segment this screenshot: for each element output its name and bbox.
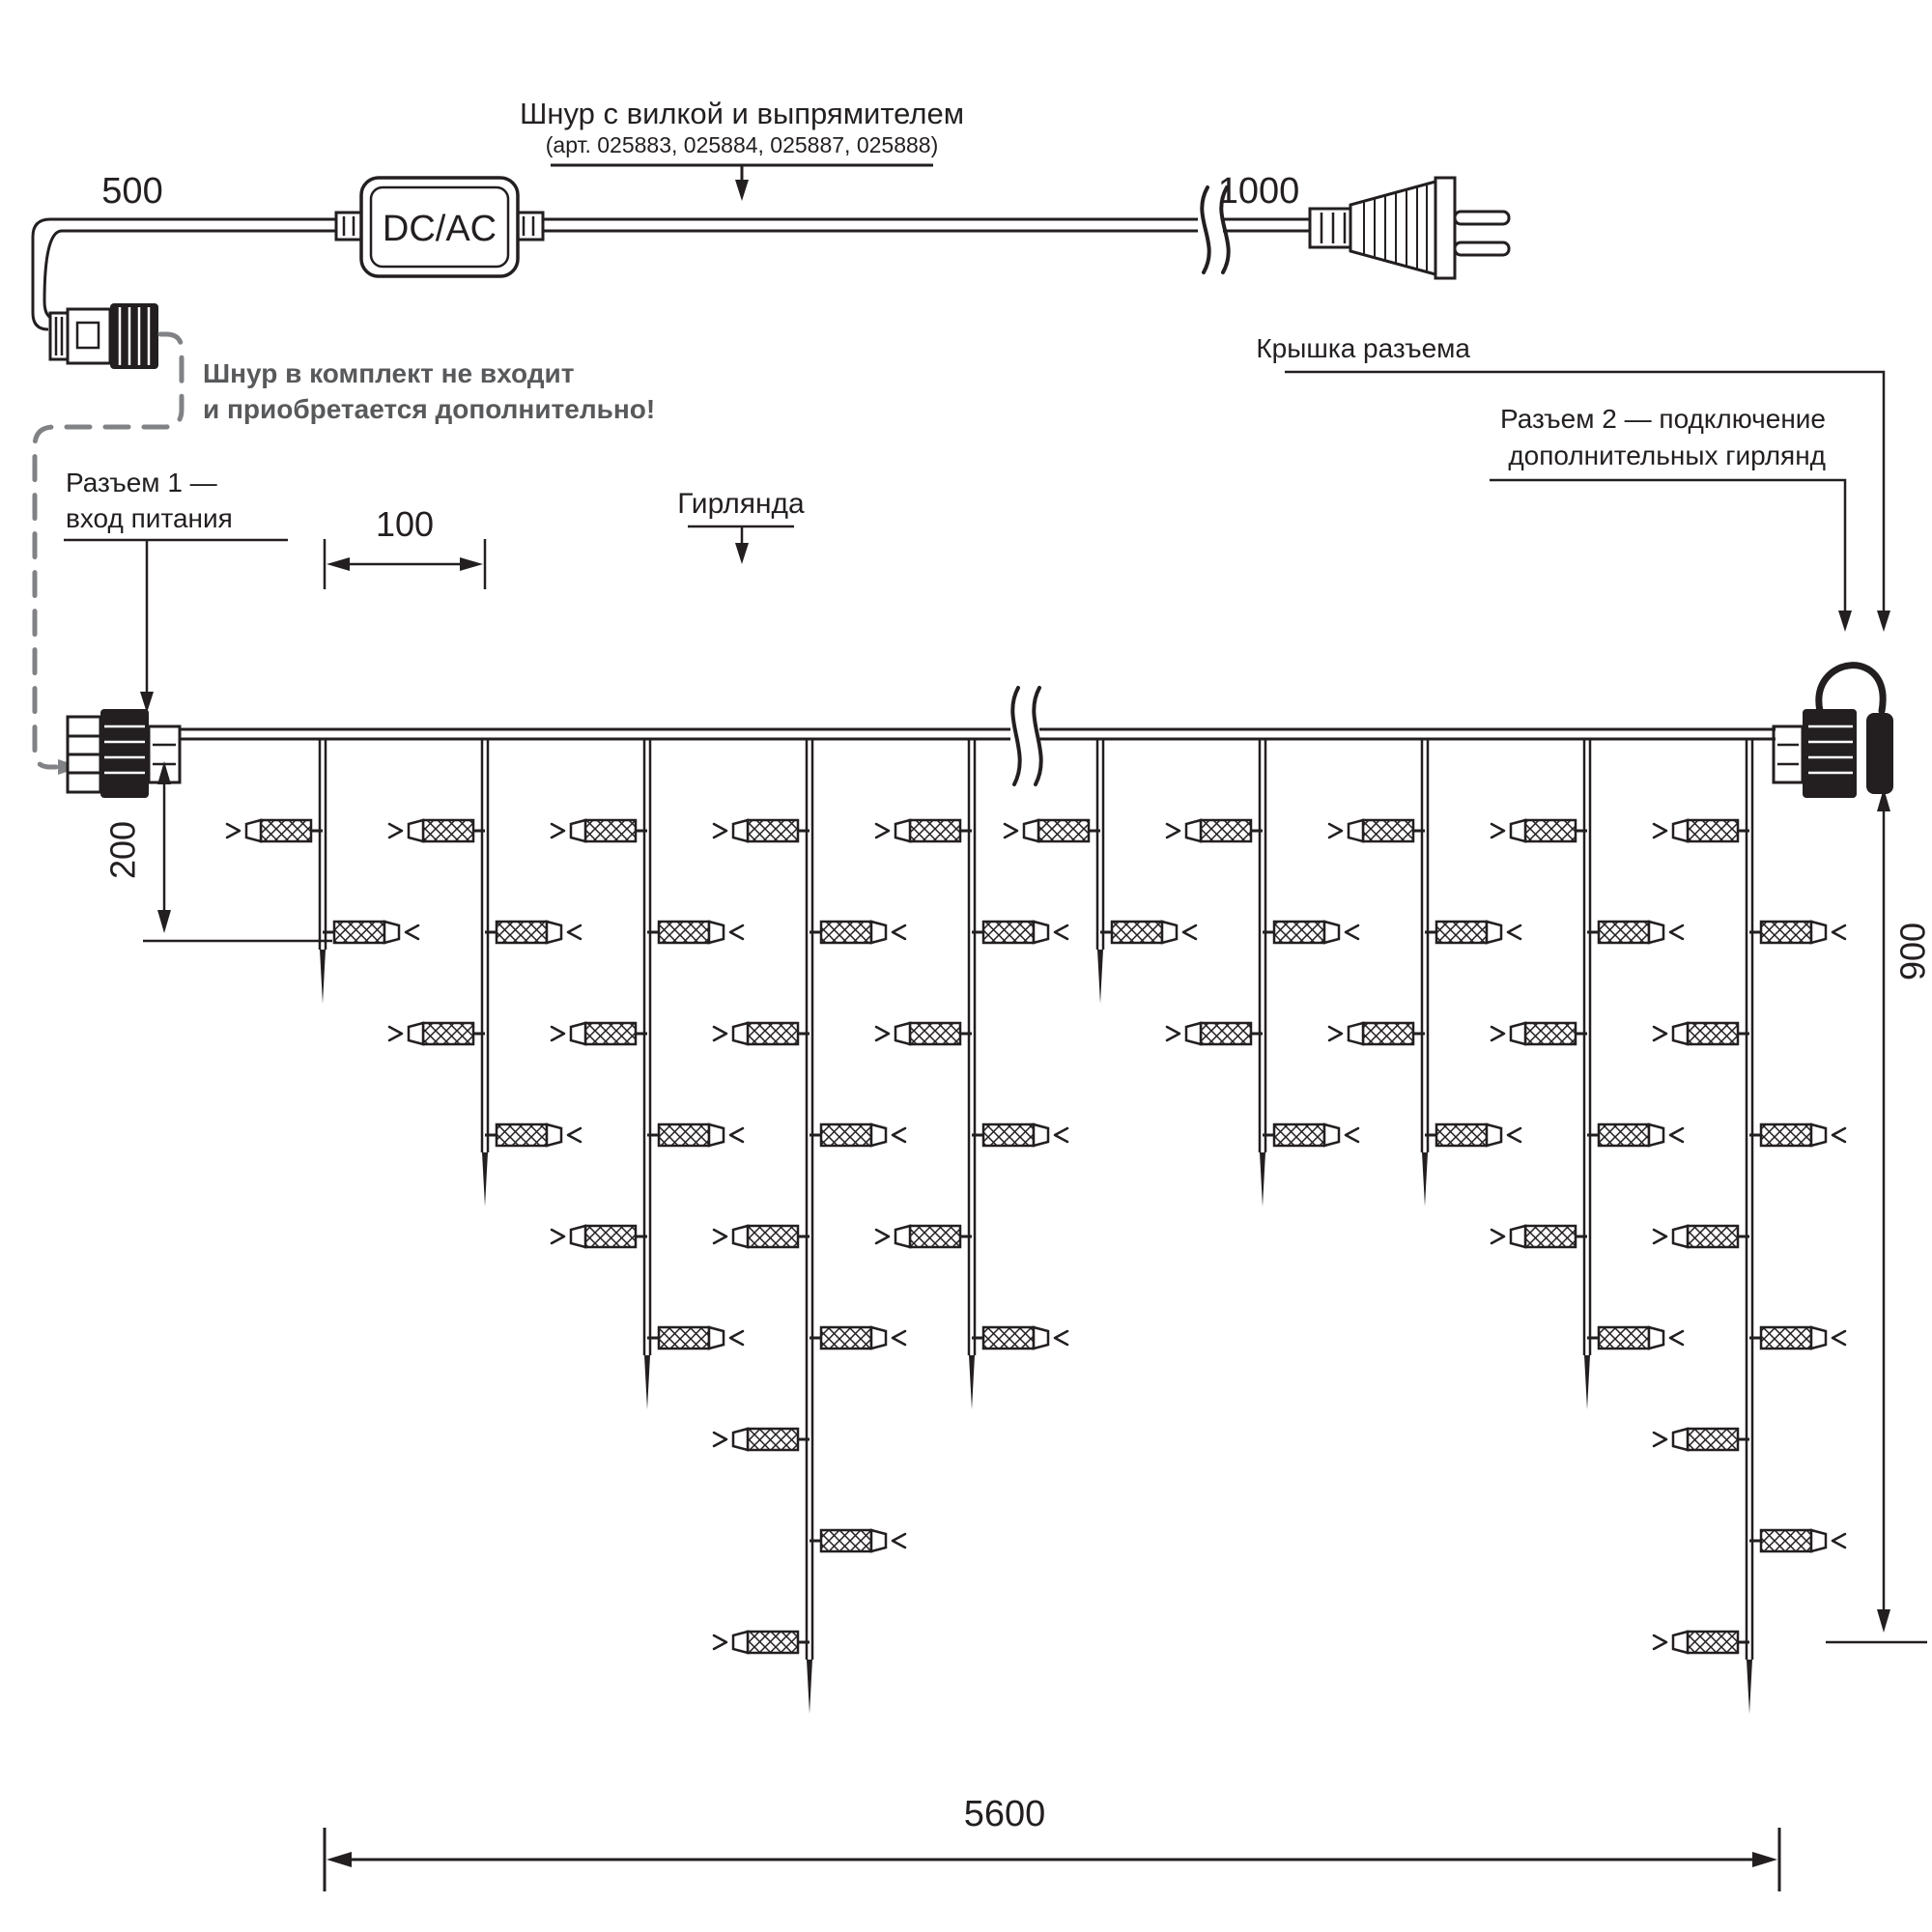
light-direction-chevron-icon <box>1670 1331 1683 1345</box>
light-direction-chevron-icon <box>227 824 240 838</box>
connector1-label-line2: вход питания <box>66 503 233 533</box>
light-direction-chevron-icon <box>876 1027 889 1040</box>
led-bulb-icon <box>659 922 709 943</box>
bulb-cap <box>1487 1124 1501 1146</box>
connector-cap-label: Крышка разъема <box>1256 333 1470 363</box>
bulb-cap <box>1511 820 1525 841</box>
garland-arrow-icon <box>735 543 749 564</box>
garland-end-connector <box>1774 666 1893 798</box>
led-bulb-icon <box>821 1124 871 1146</box>
bulb-cap <box>246 820 261 841</box>
light-direction-chevron-icon <box>1167 824 1179 838</box>
bulb-cap <box>571 820 585 841</box>
led-bulb-icon <box>659 1124 709 1146</box>
led-bulb-icon <box>1688 820 1738 841</box>
led-bulb-icon <box>910 820 960 841</box>
bulb-cap <box>871 1530 886 1551</box>
light-direction-chevron-icon <box>1492 1027 1504 1040</box>
bulb-cap <box>1649 1327 1663 1349</box>
led-bulb-icon <box>1525 820 1576 841</box>
callout-connector2 <box>1490 404 1852 632</box>
bulb-cap <box>571 1226 585 1247</box>
bulb-cap <box>733 1429 748 1450</box>
light-direction-chevron-icon <box>406 925 418 939</box>
led-bulb-icon <box>585 1023 636 1044</box>
bulb-cap <box>571 1023 585 1044</box>
light-direction-chevron-icon <box>714 824 726 838</box>
drop-wire-tip <box>320 950 326 1004</box>
cord-not-included-note-line1: Шнур в комплект не входит <box>203 358 575 388</box>
light-direction-chevron-icon <box>552 1230 564 1243</box>
light-direction-chevron-icon <box>552 824 564 838</box>
dc-ac-rectifier-box <box>336 178 543 276</box>
light-direction-chevron-icon <box>1329 824 1342 838</box>
mains-plug <box>1310 178 1509 278</box>
power-cord-output-connector <box>50 303 158 369</box>
light-direction-chevron-icon <box>1654 1027 1666 1040</box>
bulb-cap <box>871 922 886 943</box>
drop-wire-tip <box>969 1355 975 1409</box>
bulb-cap <box>895 1226 910 1247</box>
light-direction-chevron-icon <box>893 1128 905 1142</box>
led-bulb-icon <box>1525 1023 1576 1044</box>
led-bulb-icon <box>423 1023 473 1044</box>
light-direction-chevron-icon <box>1670 1128 1683 1142</box>
light-direction-chevron-icon <box>1670 925 1683 939</box>
connector2-arrow-icon <box>1838 611 1852 632</box>
light-direction-chevron-icon <box>1346 925 1358 939</box>
light-direction-chevron-icon <box>389 824 402 838</box>
light-direction-chevron-icon <box>1833 1331 1845 1345</box>
drop-wire-tip <box>1422 1152 1428 1207</box>
light-direction-chevron-icon <box>730 1331 743 1345</box>
dim-100 <box>325 504 485 589</box>
led-bulb-icon <box>821 1530 871 1551</box>
bulb-cap <box>1649 1124 1663 1146</box>
bulb-cap <box>709 1327 724 1349</box>
led-bulb-icon <box>983 1124 1034 1146</box>
led-bulb-icon <box>585 820 636 841</box>
led-bulb-icon <box>1112 922 1162 943</box>
led-bulb-icon <box>748 1429 798 1450</box>
dc-ac-label: DC/AC <box>382 209 497 249</box>
drop-wire <box>1097 738 1103 950</box>
bulb-cap <box>871 1124 886 1146</box>
led-bulb-icon <box>1363 1023 1413 1044</box>
led-bulb-icon <box>659 1327 709 1349</box>
bulb-cap <box>733 1632 748 1653</box>
led-bulb-icon <box>1688 1429 1738 1450</box>
bulb-cap <box>1511 1023 1525 1044</box>
light-direction-chevron-icon <box>568 925 581 939</box>
bulb-cap <box>1186 820 1201 841</box>
led-bulb-icon <box>1201 1023 1251 1044</box>
led-bulb-icon <box>497 1124 547 1146</box>
bulb-cap <box>1811 1530 1826 1551</box>
bulb-cap <box>1024 820 1038 841</box>
bulb-cap <box>1811 1124 1826 1146</box>
led-bulb-icon <box>1688 1023 1738 1044</box>
light-direction-chevron-icon <box>552 1027 564 1040</box>
light-direction-chevron-icon <box>1654 824 1666 838</box>
led-bulb-icon <box>1525 1226 1576 1247</box>
garland-main-wire <box>1039 729 1776 739</box>
led-bulb-icon <box>821 1327 871 1349</box>
drop-wire <box>1422 738 1428 1152</box>
bulb-cap <box>409 820 423 841</box>
light-direction-chevron-icon <box>1654 1230 1666 1243</box>
bulb-cap <box>1349 820 1363 841</box>
led-bulb-icon <box>1599 922 1649 943</box>
bulb-cap <box>1034 922 1048 943</box>
led-bulb-icon <box>1599 1327 1649 1349</box>
light-direction-chevron-icon <box>730 925 743 939</box>
led-bulb-icon <box>585 1226 636 1247</box>
light-direction-chevron-icon <box>1508 925 1520 939</box>
dashed-cord-route <box>35 334 182 767</box>
callout-connector-cap <box>1256 333 1890 632</box>
drop-wire-tip <box>644 1355 650 1409</box>
led-bulb-icon <box>748 820 798 841</box>
bulb-cap <box>733 1226 748 1247</box>
cord-right <box>543 219 1310 231</box>
light-direction-chevron-icon <box>1167 1027 1179 1040</box>
light-direction-chevron-icon <box>714 1027 726 1040</box>
drop-wire-tip <box>807 1660 812 1714</box>
cord-title-arrow-icon <box>735 180 749 201</box>
garland-curtain <box>180 688 1845 1714</box>
led-bulb-icon <box>1274 922 1324 943</box>
light-direction-chevron-icon <box>714 1433 726 1446</box>
drop-wire-tip <box>1584 1355 1590 1409</box>
light-direction-chevron-icon <box>730 1128 743 1142</box>
led-bulb-icon <box>1599 1124 1649 1146</box>
led-bulb-icon <box>261 820 311 841</box>
led-bulb-icon <box>1436 922 1487 943</box>
light-direction-chevron-icon <box>1833 1128 1845 1142</box>
drop-wire-tip <box>482 1152 488 1207</box>
led-bulb-icon <box>1688 1632 1738 1653</box>
drop-wire <box>1747 738 1752 1660</box>
bulb-cap <box>1162 922 1177 943</box>
dim-900-label: 900 <box>1892 922 1932 981</box>
bulb-cap <box>409 1023 423 1044</box>
bulb-cap <box>1673 1226 1688 1247</box>
bulb-cap <box>1034 1327 1048 1349</box>
dim-5600 <box>325 1794 1779 1891</box>
led-bulb-icon <box>748 1226 798 1247</box>
led-bulb-icon <box>983 1327 1034 1349</box>
cord-subtitle: (арт. 025883, 025884, 025887, 025888) <box>545 132 939 157</box>
wire-break-symbol <box>1012 688 1040 784</box>
drop-wire <box>320 738 326 950</box>
light-direction-chevron-icon <box>1055 925 1067 939</box>
drop-wire-tip <box>1747 1660 1752 1714</box>
callout-garland <box>677 488 805 564</box>
bulb-cap <box>733 820 748 841</box>
bulb-cap <box>1673 1023 1688 1044</box>
bulb-cap <box>1673 820 1688 841</box>
light-direction-chevron-icon <box>1346 1128 1358 1142</box>
led-bulb-icon <box>1201 820 1251 841</box>
light-direction-chevron-icon <box>1329 1027 1342 1040</box>
led-bulb-icon <box>1761 1530 1811 1551</box>
bulb-cap <box>1649 922 1663 943</box>
light-direction-chevron-icon <box>876 1230 889 1243</box>
bulb-cap <box>709 1124 724 1146</box>
led-bulb-icon <box>334 922 384 943</box>
dim-5600-label: 5600 <box>963 1794 1046 1834</box>
light-direction-chevron-icon <box>1833 1534 1845 1548</box>
bulb-cap <box>709 922 724 943</box>
bulb-cap <box>733 1023 748 1044</box>
dim-100-label: 100 <box>375 504 435 544</box>
light-direction-chevron-icon <box>389 1027 402 1040</box>
bulb-cap <box>547 1124 561 1146</box>
light-direction-chevron-icon <box>1654 1433 1666 1446</box>
led-bulb-icon <box>1761 1124 1811 1146</box>
light-direction-chevron-icon <box>1055 1128 1067 1142</box>
light-direction-chevron-icon <box>714 1230 726 1243</box>
garland-input-connector <box>68 709 180 798</box>
cord-not-included-note-line2: и приобретается дополнительно! <box>203 394 656 424</box>
bulb-cap <box>547 922 561 943</box>
cord-left-inner <box>44 231 340 319</box>
garland-main-wire <box>180 729 1010 739</box>
light-direction-chevron-icon <box>893 925 905 939</box>
dim-500-label: 500 <box>101 171 163 212</box>
led-bulb-icon <box>1761 1327 1811 1349</box>
bulb-cap <box>1349 1023 1363 1044</box>
led-bulb-icon <box>910 1226 960 1247</box>
light-direction-chevron-icon <box>893 1331 905 1345</box>
led-bulb-icon <box>748 1632 798 1653</box>
bulb-cap <box>895 1023 910 1044</box>
bulb-cap <box>1673 1429 1688 1450</box>
light-direction-chevron-icon <box>1508 1128 1520 1142</box>
light-direction-chevron-icon <box>1492 1230 1504 1243</box>
connector2-label-line2: дополнительных гирлянд <box>1508 440 1826 470</box>
callout-connector1 <box>64 468 288 713</box>
connector1-label-line1: Разъем 1 — <box>66 468 217 497</box>
led-bulb-icon <box>748 1023 798 1044</box>
bulb-cap <box>384 922 399 943</box>
drop-wire <box>1260 738 1265 1152</box>
led-bulb-icon <box>1274 1124 1324 1146</box>
bulb-cap <box>1811 922 1826 943</box>
bulb-cap <box>1186 1023 1201 1044</box>
drop-wire <box>482 738 488 1152</box>
led-bulb-icon <box>983 922 1034 943</box>
dim-1000-label: 1000 <box>1217 171 1300 212</box>
bulb-cap <box>1487 922 1501 943</box>
led-bulb-icon <box>821 922 871 943</box>
drop-wire-tip <box>1097 950 1103 1004</box>
cord-title-leader-line <box>551 165 933 182</box>
light-direction-chevron-icon <box>1005 824 1017 838</box>
bulb-cap <box>895 820 910 841</box>
connector-cap-arrow-icon <box>1877 611 1890 632</box>
light-direction-chevron-icon <box>876 824 889 838</box>
led-bulb-icon <box>1363 820 1413 841</box>
light-direction-chevron-icon <box>1055 1331 1067 1345</box>
bulb-cap <box>871 1327 886 1349</box>
drop-wire <box>807 738 812 1660</box>
cord-title: Шнур с вилкой и выпрямителем <box>519 97 965 130</box>
light-direction-chevron-icon <box>1492 824 1504 838</box>
led-bulb-icon <box>910 1023 960 1044</box>
led-bulb-icon <box>423 820 473 841</box>
garland-label: Гирлянда <box>677 488 805 520</box>
led-bulb-icon <box>497 922 547 943</box>
bulb-cap <box>1811 1327 1826 1349</box>
bulb-cap <box>1324 1124 1339 1146</box>
light-direction-chevron-icon <box>1183 925 1196 939</box>
led-bulb-icon <box>1038 820 1089 841</box>
dim-900 <box>1826 788 1932 1642</box>
connector2-label-line1: Разъем 2 — подключение <box>1499 404 1826 434</box>
light-direction-chevron-icon <box>1654 1635 1666 1649</box>
light-direction-chevron-icon <box>714 1635 726 1649</box>
light-direction-chevron-icon <box>893 1534 905 1548</box>
dim-200-label: 200 <box>102 820 143 880</box>
bulb-cap <box>1324 922 1339 943</box>
light-direction-chevron-icon <box>1833 925 1845 939</box>
bulb-cap <box>1673 1632 1688 1653</box>
led-bulb-icon <box>1688 1226 1738 1247</box>
bulb-cap <box>1034 1124 1048 1146</box>
led-bulb-icon <box>1436 1124 1487 1146</box>
light-direction-chevron-icon <box>568 1128 581 1142</box>
drop-wire-tip <box>1260 1152 1265 1207</box>
led-bulb-icon <box>1761 922 1811 943</box>
bulb-cap <box>1511 1226 1525 1247</box>
